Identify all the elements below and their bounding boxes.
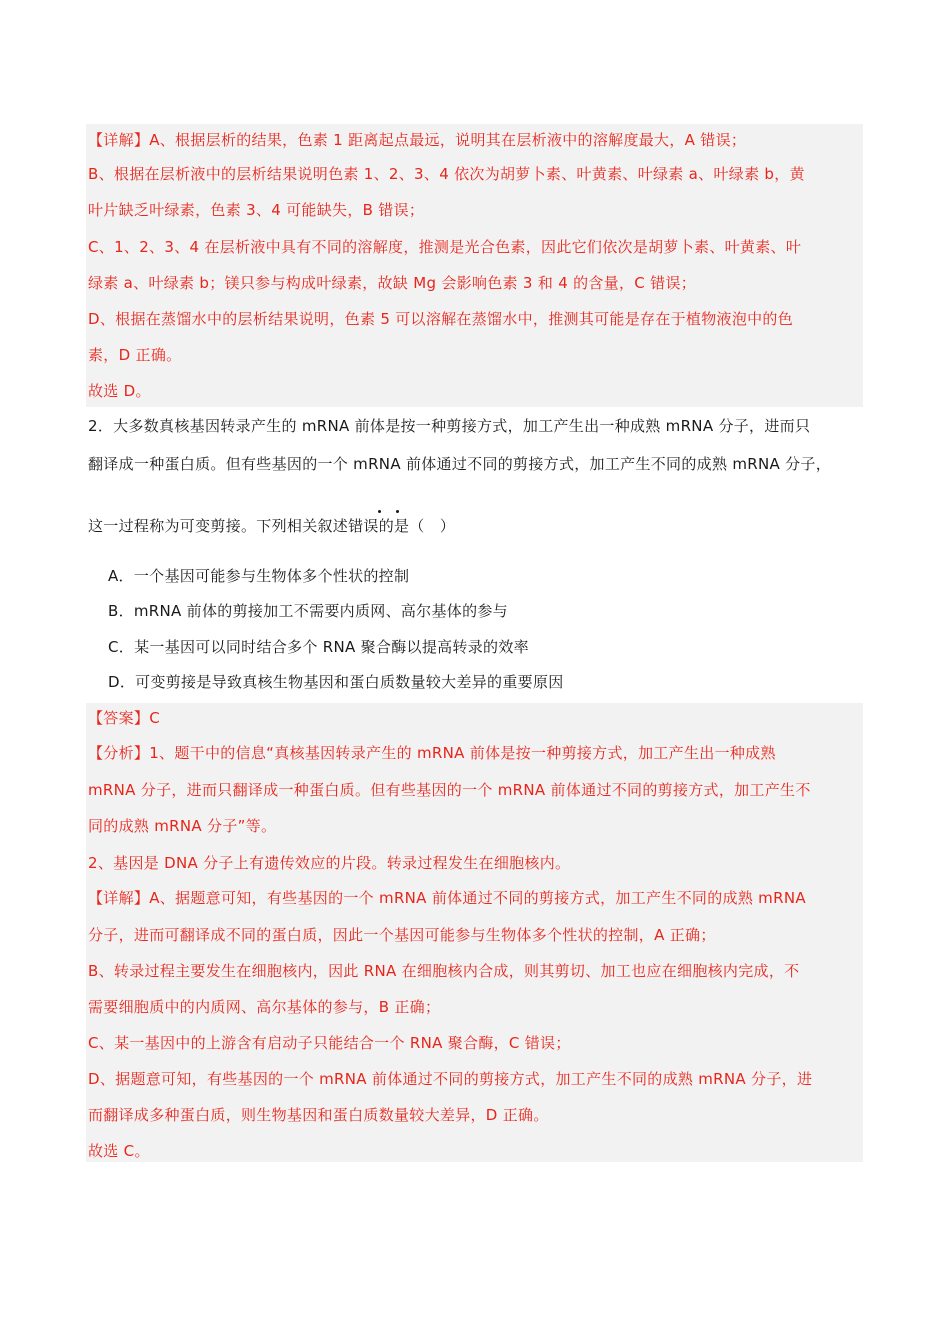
explanation-1-line: 故选 D。	[88, 382, 151, 400]
question-stem-line: 2．大多数真核基因转录产生的 mRNA 前体是按一种剪接方式，加工产生出一种成熟 mRNA 分子，进而只	[88, 417, 811, 435]
explanation-1-line: B、根据在层析液中的层析结果说明色素 1、2、3、4 依次为胡萝卜素、叶黄素、叶绿素 a、叶绿素 b，黄	[88, 165, 805, 183]
explanation-2-line: C、某一基因中的上游含有启动子只能结合一个 RNA 聚合酶，C 错误；	[88, 1034, 571, 1052]
explanation-2-line: 故选 C。	[88, 1142, 150, 1160]
explanation-1-line: C、1、2、3、4 在层析液中具有不同的溶解度，推测是光合色素，因此它们依次是胡萝卜素、叶黄素、叶	[88, 238, 802, 256]
question-stem-line: 这一过程称为可变剪接。下列相关叙述错误的是（ ）	[88, 517, 456, 535]
explanation-1-line: 绿素 a、叶绿素 b；镁只参与构成叶绿素，故缺 Mg 会影响色素 3 和 4 的含量，C 错误；	[88, 274, 697, 292]
explanation-2-line: D、据题意可知，有些基因的一个 mRNA 前体通过不同的剪接方式，加工产生不同的成熟 mRNA 分子，进	[88, 1070, 813, 1088]
explanation-2-line: 2、基因是 DNA 分子上有遗传效应的片段。转录过程发生在细胞核内。	[88, 854, 571, 872]
explanation-2-line: 而翻译成多种蛋白质，则生物基因和蛋白质数量较大差异，D 正确。	[88, 1106, 549, 1124]
explanation-2-line: 同的成熟 mRNA 分子”等。	[88, 817, 277, 835]
explanation-2-line: mRNA 分子，进而只翻译成一种蛋白质。但有些基因的一个 mRNA 前体通过不同的剪接方式，加工产生不	[88, 781, 811, 799]
explanation-2-line: 需要细胞质中的内质网、高尔基体的参与，B 正确；	[88, 998, 441, 1016]
emphasis-dot	[396, 510, 399, 513]
emphasis-dot	[378, 510, 381, 513]
explanation-1-line: 【详解】A、根据层析的结果，色素 1 距离起点最远，说明其在层析液中的溶解度最大，A 错误；	[88, 131, 747, 149]
explanation-1-line: D、根据在蒸馏水中的层析结果说明，色素 5 可以溶解在蒸馏水中，推测其可能是存在于植物液泡中的色	[88, 310, 794, 328]
option-a: A．一个基因可能参与生物体多个性状的控制	[108, 567, 410, 585]
option-d: D．可变剪接是导致真核生物基因和蛋白质数量较大差异的重要原因	[108, 673, 564, 691]
option-c: C．某一基因可以同时结合多个 RNA 聚合酶以提高转录的效率	[108, 638, 529, 656]
explanation-2-line: B、转录过程主要发生在细胞核内，因此 RNA 在细胞核内合成，则其剪切、加工也应在细胞核内完成，不	[88, 962, 800, 980]
explanation-1-line: 叶片缺乏叶绿素，色素 3、4 可能缺失，B 错误；	[88, 201, 425, 219]
explanation-1-line: 素，D 正确。	[88, 346, 182, 364]
option-b: B．mRNA 前体的剪接加工不需要内质网、高尔基体的参与	[108, 602, 508, 620]
question-stem-line: 翻译成一种蛋白质。但有些基因的一个 mRNA 前体通过不同的剪接方式，加工产生不同的成熟 mRNA 分子，	[88, 455, 832, 473]
explanation-2-line: 【详解】A、据题意可知，有些基因的一个 mRNA 前体通过不同的剪接方式，加工产生不同的成熟 mRNA	[88, 889, 806, 907]
explanation-2-line: 【分析】1、题干中的信息“真核基因转录产生的 mRNA 前体是按一种剪接方式，加工产生出一种成熟	[88, 744, 776, 762]
explanation-2-line: 分子，进而可翻译成不同的蛋白质，因此一个基因可能参与生物体多个性状的控制，A 正确；	[88, 926, 716, 944]
answer-line: 【答案】C	[88, 709, 160, 727]
